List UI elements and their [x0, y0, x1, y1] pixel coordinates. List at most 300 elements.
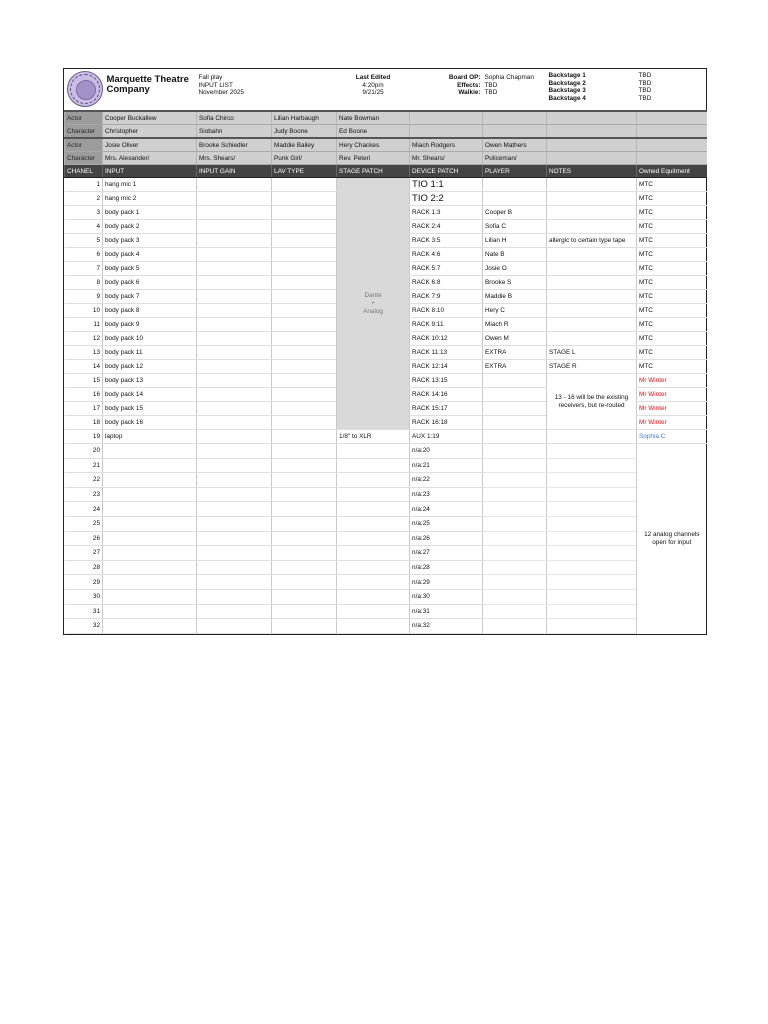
open-channel-row: [65, 473, 707, 488]
cast-cell: Owen Mathers: [483, 138, 547, 152]
stage-patch: [337, 473, 410, 488]
notes: [547, 318, 637, 332]
lav-type: [272, 388, 337, 402]
company-logo: [67, 71, 103, 107]
stage-patch: [337, 604, 410, 619]
notes: [547, 262, 637, 276]
cast-row-label: Actor: [65, 111, 103, 125]
device-patch: n/a:20: [410, 444, 483, 459]
input-gain: [197, 332, 272, 346]
cast-row-label: Actor: [65, 138, 103, 152]
open-channel-row: [65, 575, 707, 590]
player: [483, 458, 547, 473]
owned-equipment: Mr Winter: [637, 388, 707, 402]
open-channel-row: [65, 487, 707, 502]
stage-patch: [337, 458, 410, 473]
owned-equipment: MTC: [637, 262, 707, 276]
lav-type: [272, 604, 337, 619]
cast-cell: [547, 138, 637, 152]
input-list-table: [64, 69, 707, 634]
player: Josie O: [483, 262, 547, 276]
open-channel-row: [65, 516, 707, 531]
cast-cell: Punk Girl/: [272, 152, 337, 165]
device-patch: RACK 9:11: [410, 318, 483, 332]
input-name: body pack 8: [103, 304, 197, 318]
lav-type: [272, 575, 337, 590]
device-patch: n/a:32: [410, 619, 483, 634]
input-gain: [197, 248, 272, 262]
open-channel-row: [65, 604, 707, 619]
cast-cell: Miach Rodgers: [410, 138, 483, 152]
lav-type: [272, 458, 337, 473]
device-patch: RACK 15:17: [410, 402, 483, 416]
column-header: INPUT GAIN: [197, 165, 272, 178]
channel-number: 8: [65, 276, 103, 290]
input-name: body pack 9: [103, 318, 197, 332]
player: Brooke S: [483, 276, 547, 290]
lav-type: [272, 531, 337, 546]
player: EXTRA: [483, 360, 547, 374]
input-name: [103, 589, 197, 604]
input-name: [103, 444, 197, 459]
input-gain: [197, 304, 272, 318]
stage-patch: [337, 502, 410, 517]
player: [483, 487, 547, 502]
input-name: [103, 502, 197, 517]
channel-number: 10: [65, 304, 103, 318]
owned-equipment: MTC: [637, 248, 707, 262]
cast-cell: Hery Chackes: [337, 138, 410, 152]
stage-patch: [337, 589, 410, 604]
player: [483, 531, 547, 546]
channel-number: 5: [65, 234, 103, 248]
input-gain: [197, 318, 272, 332]
player: [483, 619, 547, 634]
lav-type: [272, 516, 337, 531]
input-name: body pack 15: [103, 402, 197, 416]
company-cell: [65, 69, 197, 111]
channel-number: 29: [65, 575, 103, 590]
input-gain: [197, 262, 272, 276]
owned-equipment: MTC: [637, 192, 707, 206]
input-name: body pack 1: [103, 206, 197, 220]
stage-patch: [337, 531, 410, 546]
cast-cell: Cooper Buckallew: [103, 111, 197, 125]
input-name: laptop: [103, 430, 197, 444]
open-channel-row: [65, 502, 707, 517]
channel-number: 25: [65, 516, 103, 531]
device-patch: RACK 6:8: [410, 276, 483, 290]
device-patch: TIO 2:2: [410, 192, 483, 206]
lav-type: [272, 430, 337, 444]
owned-equipment: MTC: [637, 234, 707, 248]
stage-patch: [337, 575, 410, 590]
cast-cell: Siobahn: [197, 125, 272, 139]
input-name: body pack 7: [103, 290, 197, 304]
notes: allergic to certain type tape: [547, 234, 637, 248]
channel-number: 16: [65, 388, 103, 402]
channel-number: 21: [65, 458, 103, 473]
channel-number: 7: [65, 262, 103, 276]
stage-patch: 1/8" to XLR: [337, 430, 410, 444]
channel-number: 4: [65, 220, 103, 234]
input-name: [103, 575, 197, 590]
input-name: [103, 560, 197, 575]
lav-type: [272, 262, 337, 276]
device-patch: RACK 7:9: [410, 290, 483, 304]
notes: [547, 531, 637, 546]
player: [483, 589, 547, 604]
channel-number: 6: [65, 248, 103, 262]
owned-equipment: MTC: [637, 178, 707, 192]
input-gain: [197, 560, 272, 575]
crew-labels: Board OP: Effects: Walkie:: [448, 74, 481, 96]
notes: [547, 304, 637, 318]
input-gain: [197, 516, 272, 531]
player: Sofia C: [483, 220, 547, 234]
player: [483, 388, 547, 402]
lav-type: [272, 502, 337, 517]
owned-equipment: Mr Winter: [637, 374, 707, 388]
input-name: body pack 3: [103, 234, 197, 248]
owned-equipment: MTC: [637, 318, 707, 332]
device-patch: RACK 16:18: [410, 416, 483, 430]
lav-type: [272, 318, 337, 332]
open-channel-row: [65, 444, 707, 459]
crew-values: Sophia Chapman TBD TBD: [484, 74, 534, 96]
lav-type: [272, 304, 337, 318]
input-gain: [197, 360, 272, 374]
open-input-note: 12 analog channels open for input: [637, 444, 707, 634]
lav-type: [272, 192, 337, 206]
device-patch: RACK 8:10: [410, 304, 483, 318]
input-gain: [197, 473, 272, 488]
device-patch: RACK 14:16: [410, 388, 483, 402]
player: Miach R: [483, 318, 547, 332]
player: [483, 516, 547, 531]
open-channel-row: [65, 560, 707, 575]
lav-type: [272, 290, 337, 304]
input-gain: [197, 604, 272, 619]
cast-cell: [547, 125, 637, 139]
device-patch: n/a:27: [410, 546, 483, 561]
channel-number: 13: [65, 346, 103, 360]
input-gain: [197, 388, 272, 402]
notes: [547, 458, 637, 473]
input-gain: [197, 402, 272, 416]
player: [483, 473, 547, 488]
cast-cell: Josie Oliver: [103, 138, 197, 152]
input-gain: [197, 619, 272, 634]
device-patch: n/a:30: [410, 589, 483, 604]
lav-type: [272, 546, 337, 561]
notes: [547, 473, 637, 488]
notes: [547, 220, 637, 234]
notes: [547, 546, 637, 561]
input-gain: [197, 444, 272, 459]
input-name: body pack 11: [103, 346, 197, 360]
cast-cell: Christopher: [103, 125, 197, 139]
stage-patch: [337, 487, 410, 502]
open-channel-row: [65, 531, 707, 546]
input-name: [103, 458, 197, 473]
owned-equipment: MTC: [637, 360, 707, 374]
lav-type: [272, 346, 337, 360]
channel-number: 17: [65, 402, 103, 416]
stage-patch: [337, 619, 410, 634]
notes: [547, 604, 637, 619]
input-gain: [197, 346, 272, 360]
stage-patch: [337, 560, 410, 575]
input-name: [103, 487, 197, 502]
header-row: [65, 69, 707, 111]
device-patch: RACK 12:14: [410, 360, 483, 374]
column-header: DEVICE PATCH: [410, 165, 483, 178]
cast-cell: [637, 138, 707, 152]
lav-type: [272, 248, 337, 262]
lav-type: [272, 402, 337, 416]
player: [483, 560, 547, 575]
lav-type: [272, 487, 337, 502]
actor-row-2: [65, 138, 707, 152]
cast-cell: Nate Bowman: [337, 111, 410, 125]
lav-type: [272, 220, 337, 234]
column-header-row: [65, 165, 707, 178]
cast-cell: [410, 125, 483, 139]
device-patch: n/a:28: [410, 560, 483, 575]
column-header: NOTES: [547, 165, 637, 178]
player: [483, 430, 547, 444]
cast-cell: [637, 111, 707, 125]
cast-cell: [547, 152, 637, 165]
input-list-sheet: [63, 68, 707, 635]
cast-cell: Mrs. Alexander/: [103, 152, 197, 165]
owned-equipment: MTC: [637, 206, 707, 220]
notes: [547, 589, 637, 604]
lav-type: [272, 178, 337, 192]
lav-type: [272, 206, 337, 220]
character-row-1: [65, 125, 707, 139]
player: [483, 546, 547, 561]
cast-cell: Policeman/: [483, 152, 547, 165]
owned-equipment: MTC: [637, 304, 707, 318]
input-name: body pack 12: [103, 360, 197, 374]
channel-number: 26: [65, 531, 103, 546]
input-gain: [197, 234, 272, 248]
input-gain: [197, 220, 272, 234]
channel-number: 1: [65, 178, 103, 192]
channel-number: 3: [65, 206, 103, 220]
player: [483, 502, 547, 517]
player: Hery C: [483, 304, 547, 318]
owned-equipment: Mr Winter: [637, 402, 707, 416]
player: Owen M: [483, 332, 547, 346]
owned-equipment: MTC: [637, 220, 707, 234]
stage-patch: [337, 516, 410, 531]
cast-cell: [483, 111, 547, 125]
channel-number: 11: [65, 318, 103, 332]
player: [483, 444, 547, 459]
channel-number: 18: [65, 416, 103, 430]
player: Lilian H: [483, 234, 547, 248]
player: [483, 374, 547, 388]
channel-number: 9: [65, 290, 103, 304]
company-name: Marquette Theatre Company: [106, 74, 189, 95]
input-gain: [197, 575, 272, 590]
notes: [547, 560, 637, 575]
cast-cell: Sofia Chirco: [197, 111, 272, 125]
notes: [547, 444, 637, 459]
cast-cell: [483, 125, 547, 139]
owned-equipment: MTC: [637, 276, 707, 290]
channel-number: 12: [65, 332, 103, 346]
device-patch: RACK 11:13: [410, 346, 483, 360]
notes: [547, 430, 637, 444]
cast-cell: [637, 152, 707, 165]
column-header: CHANEL: [65, 165, 103, 178]
device-patch: RACK 2:4: [410, 220, 483, 234]
input-name: body pack 5: [103, 262, 197, 276]
device-patch: RACK 4:6: [410, 248, 483, 262]
input-gain: [197, 458, 272, 473]
player: [483, 402, 547, 416]
notes: [547, 487, 637, 502]
stage-patch-label: Dante + Analog: [363, 291, 383, 315]
device-patch: n/a:21: [410, 458, 483, 473]
lav-type: [272, 619, 337, 634]
channel-number: 32: [65, 619, 103, 634]
input-gain: [197, 206, 272, 220]
owned-equipment: MTC: [637, 290, 707, 304]
stage-patch: [337, 546, 410, 561]
cast-cell: Mr. Shears/: [410, 152, 483, 165]
channel-number: 20: [65, 444, 103, 459]
notes: [547, 206, 637, 220]
open-channel-row: [65, 546, 707, 561]
channel-number: 30: [65, 589, 103, 604]
lav-type: [272, 234, 337, 248]
player: [483, 192, 547, 206]
channel-number: 23: [65, 487, 103, 502]
device-patch: RACK 13:15: [410, 374, 483, 388]
player: [483, 178, 547, 192]
character-row-2: [65, 152, 707, 165]
column-header: STAGE PATCH: [337, 165, 410, 178]
input-gain: [197, 531, 272, 546]
input-gain: [197, 589, 272, 604]
input-name: [103, 604, 197, 619]
input-name: [103, 619, 197, 634]
lav-type: [272, 589, 337, 604]
lav-type: [272, 276, 337, 290]
backstage-labels: Backstage 1 Backstage 2 Backstage 3 Backstage 4: [548, 72, 586, 102]
backstage-values: TBD TBD TBD TBD: [638, 72, 652, 102]
notes: [547, 248, 637, 262]
device-patch: AUX 1:19: [410, 430, 483, 444]
input-gain: [197, 192, 272, 206]
owned-equipment: MTC: [637, 332, 707, 346]
lav-type: [272, 560, 337, 575]
input-gain: [197, 374, 272, 388]
stage-patch-merged: [337, 178, 410, 430]
input-gain: [197, 502, 272, 517]
cast-cell: Judy Boone: [272, 125, 337, 139]
input-name: [103, 516, 197, 531]
cast-cell: Lilian Harbaugh: [272, 111, 337, 125]
cast-cell: Maddie Bailey: [272, 138, 337, 152]
cast-row-label: Character: [65, 125, 103, 139]
open-channel-row: [65, 458, 707, 473]
cast-cell: [410, 111, 483, 125]
device-patch: TIO 1:1: [410, 178, 483, 192]
notes: [547, 290, 637, 304]
channel-row: [65, 430, 707, 444]
input-name: [103, 531, 197, 546]
input-name: body pack 2: [103, 220, 197, 234]
input-name: hang mic 2: [103, 192, 197, 206]
lav-type: [272, 416, 337, 430]
channel-row: [65, 178, 707, 192]
channel-number: 31: [65, 604, 103, 619]
notes: [547, 516, 637, 531]
owned-equipment: Mr Winter: [637, 416, 707, 430]
input-name: body pack 16: [103, 416, 197, 430]
cast-cell: [637, 125, 707, 139]
device-patch: n/a:26: [410, 531, 483, 546]
channel-number: 28: [65, 560, 103, 575]
input-gain: [197, 487, 272, 502]
lav-type: [272, 332, 337, 346]
player: Nate B: [483, 248, 547, 262]
last-edited: Last Edited 4:20pm 9/21/25: [355, 74, 391, 96]
device-patch: n/a:25: [410, 516, 483, 531]
device-patch: RACK 3:5: [410, 234, 483, 248]
cast-cell: Brooke Schiedler: [197, 138, 272, 152]
notes: [547, 192, 637, 206]
lav-type: [272, 444, 337, 459]
input-gain: [197, 416, 272, 430]
lav-type: [272, 360, 337, 374]
notes: [547, 178, 637, 192]
open-channel-row: [65, 619, 707, 634]
channel-number: 24: [65, 502, 103, 517]
notes: [547, 332, 637, 346]
notes-13-16: 13 - 16 will be the existing receivers, but re-routed: [547, 374, 637, 430]
input-name: body pack 6: [103, 276, 197, 290]
notes: [547, 575, 637, 590]
column-header: Owned Equitment: [637, 165, 707, 178]
notes: [547, 502, 637, 517]
device-patch: RACK 10:12: [410, 332, 483, 346]
stage-patch: [337, 444, 410, 459]
channel-number: 27: [65, 546, 103, 561]
notes: [547, 619, 637, 634]
channel-number: 14: [65, 360, 103, 374]
cast-cell: Mrs. Shears/: [197, 152, 272, 165]
device-patch: n/a:31: [410, 604, 483, 619]
notes: STAGE R: [547, 360, 637, 374]
device-patch: n/a:23: [410, 487, 483, 502]
input-name: body pack 10: [103, 332, 197, 346]
input-name: body pack 4: [103, 248, 197, 262]
device-patch: n/a:29: [410, 575, 483, 590]
input-name: hang mic 1: [103, 178, 197, 192]
actor-row-1: [65, 111, 707, 125]
document-info: Fall play INPUT LIST November 2025: [198, 74, 244, 96]
lav-type: [272, 473, 337, 488]
column-header: INPUT: [103, 165, 197, 178]
channel-number: 22: [65, 473, 103, 488]
